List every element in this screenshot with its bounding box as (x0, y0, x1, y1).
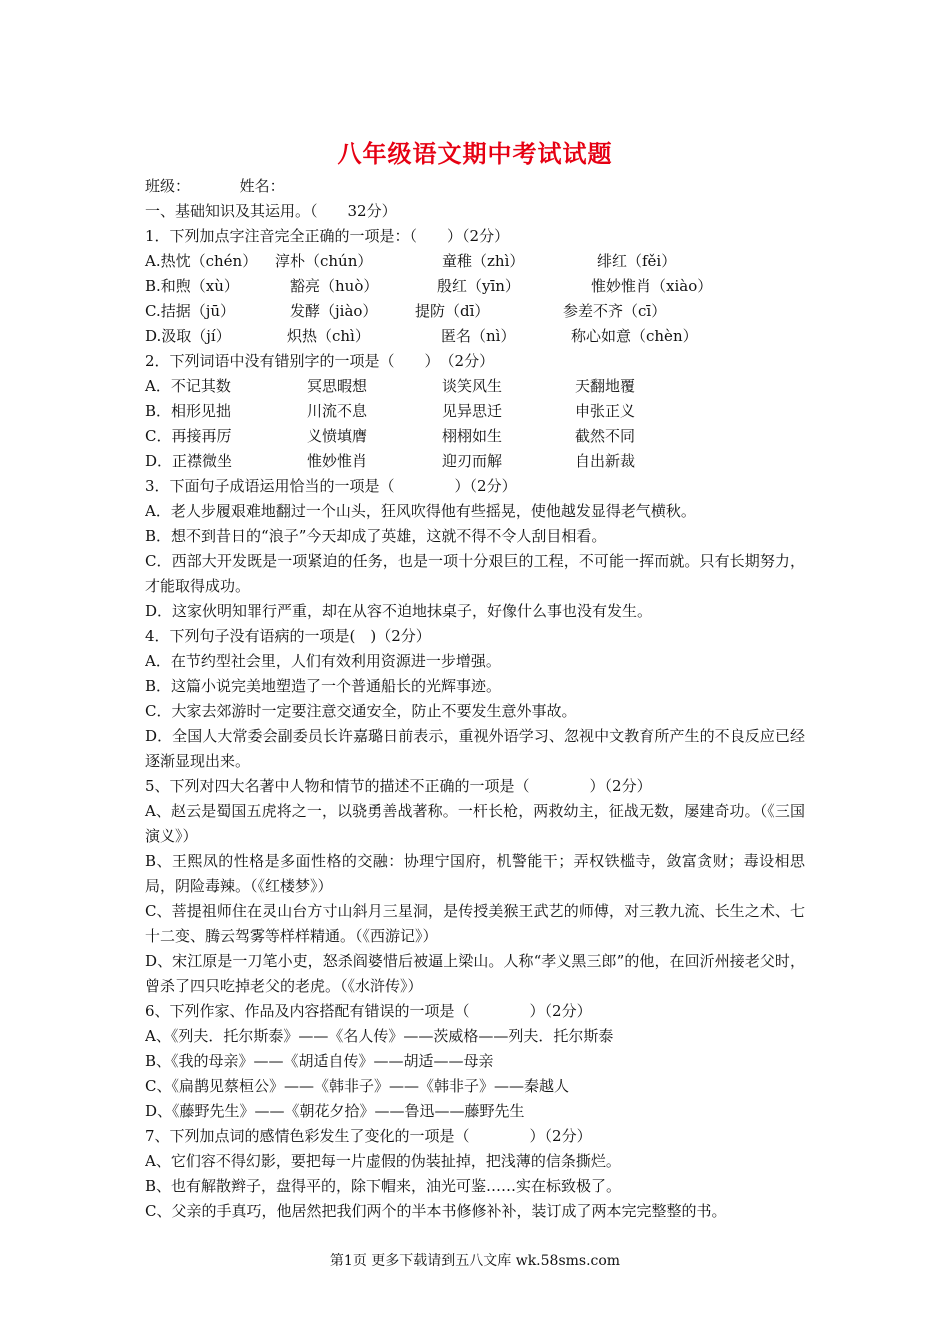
question-6-option-d: D、《藤野先生》——《朝花夕拾》——鲁迅——藤野先生 (145, 1102, 525, 1120)
option-cell: D.汲取（jí） (145, 327, 231, 345)
option-cell: 炽热（chì） (287, 327, 370, 345)
question-3-option-d: D．这家伙明知罪行严重，却在从容不迫地抹桌子，好像什么事也没有发生。 (145, 602, 653, 620)
option-cell: 迎刃而解 (442, 452, 503, 470)
option-cell: B.和煦（xù） (145, 277, 239, 295)
option-cell: A.热忱（chén） (145, 252, 258, 270)
option-cell: 川流不息 (307, 402, 368, 420)
question-2-row-a (145, 374, 805, 399)
question-2-row-b (145, 399, 805, 424)
question-4-stem: 4．下列句子没有语病的一项是( )（2分） (145, 627, 431, 645)
question-2-stem: 2．下列词语中没有错别字的一项是（ ） （2分） (145, 352, 495, 370)
question-6-option-a: A、《列夫．托尔斯泰》——《名人传》——茨威格——列夫．托尔斯泰 (145, 1027, 614, 1045)
question-5-option-d: D、宋江原是一刀笔小吏，怒杀阎婆惜后被逼上梁山。人称“孝义黑三郎”的他，在回沂州接老父时，曾杀了四只吃掉老父的老虎。（《水浒传》） (145, 952, 805, 995)
option-cell: 谈笑风生 (442, 377, 503, 395)
question-4-option-b: B．这篇小说完美地塑造了一个普通船长的光辉事迹。 (145, 677, 502, 695)
question-3-option-b: B．想不到昔日的“浪子”今天却成了英雄，这就不得不令人刮目相看。 (145, 527, 607, 545)
question-3-option-c: C．西部大开发既是一项紧迫的任务，也是一项十分艰巨的工程，不可能一挥而就。只有长期努力，才能取得成功。 (145, 552, 805, 595)
question-6-stem: 6、下列作家、作品及内容搭配有错误的一项是（ ）（2分） (145, 1002, 592, 1020)
option-cell: 见异思迁 (442, 402, 503, 420)
question-1-stem: 1．下列加点字注音完全正确的一项是：（ ）（2分） (145, 227, 510, 245)
option-cell: 豁亮（huò） (290, 277, 379, 295)
option-cell: 栩栩如生 (442, 427, 503, 445)
option-cell: 冥思暇想 (307, 377, 368, 395)
name-label: 姓名： (239, 177, 285, 195)
exam-content (145, 174, 805, 1224)
question-3-stem: 3．下面句子成语运用恰当的一项是（ ）（2分） (145, 477, 517, 495)
student-info-line (145, 174, 805, 199)
page-footer: 第1页 更多下载请到五八文库 wk.58sms.com (329, 1253, 621, 1269)
option-cell: 惟妙惟肖 (307, 452, 368, 470)
option-cell: 截然不同 (575, 427, 636, 445)
question-1-row-b (145, 274, 805, 299)
option-cell: B．相形见拙 (145, 402, 232, 420)
option-cell: 匿名（nì） (441, 327, 516, 345)
question-4-option-d: D．全国人大常委会副委员长许嘉璐日前表示，重视外语学习、忽视中文教育所产生的不良反应已经逐渐显现出来。 (145, 727, 805, 770)
exam-title: 八年级语文期中考试试题 (337, 139, 613, 168)
question-5-option-c: C、菩提祖师住在灵山台方寸山斜月三星洞，是传授美猴王武艺的师傅，对三教九流、长生之术、七十二变、腾云驾雾等样样精通。（《西游记》） (145, 902, 805, 945)
question-7-option-b: B、也有解散辫子，盘得平的，除下帽来，油光可鉴……实在标致极了。 (145, 1177, 622, 1195)
option-cell: C.拮据（jū） (145, 302, 236, 320)
option-cell: 殷红（yīn） (437, 277, 520, 295)
question-6-option-b: B、《我的母亲》——《胡适自传》——胡适——母亲 (145, 1052, 494, 1070)
question-1-row-c (145, 299, 805, 324)
question-1-row-a (145, 249, 805, 274)
question-7-option-c: C、父亲的手真巧，他居然把我们两个的半本书修修补补，装订成了两本完完整整的书。 (145, 1202, 727, 1220)
option-cell: D．正襟微坐 (145, 452, 233, 470)
option-cell: 义愤填膺 (307, 427, 368, 445)
option-cell: C．再接再厉 (145, 427, 232, 445)
option-cell: 惟妙惟肖（xiào） (591, 277, 713, 295)
section-heading: 一、基础知识及其运用。（ 32分） (145, 202, 397, 220)
option-cell: 参差不齐（cī） (563, 302, 667, 320)
question-5-option-b: B、王熙凤的性格是多面性格的交融：协理宁国府，机警能干；弄权铁槛寺，敛富贪财；毒设相思局，阴险毒辣。（《红楼梦》） (145, 852, 805, 895)
option-cell: A．不记其数 (145, 377, 231, 395)
option-cell: 发酵（jiào） (290, 302, 378, 320)
question-7-option-a: A、它们容不得幻影，要把每一片虚假的伪装扯掉，把浅薄的信条撕烂。 (145, 1152, 621, 1170)
question-1-row-d (145, 324, 805, 349)
question-2-row-c (145, 424, 805, 449)
question-4-option-c: C．大家去郊游时一定要注意交通安全，防止不要发生意外事故。 (145, 702, 577, 720)
option-cell: 提防（dī） (415, 302, 490, 320)
option-cell: 称心如意（chèn） (571, 327, 698, 345)
question-4-option-a: A．在节约型社会里，人们有效利用资源进一步增强。 (145, 652, 501, 670)
option-cell: 天翻地覆 (575, 377, 636, 395)
question-7-stem: 7、下列加点词的感情色彩发生了变化的一项是（ ）（2分） (145, 1127, 592, 1145)
question-2-row-d (145, 449, 805, 474)
question-5-option-a: A、赵云是蜀国五虎将之一，以骁勇善战著称。一杆长枪，两救幼主，征战无数，屡建奇功。（《三国演义》） (145, 802, 805, 845)
option-cell: 淳朴（chún） (275, 252, 373, 270)
option-cell: 自出新裁 (575, 452, 636, 470)
option-cell: 绯红（fěi） (597, 252, 677, 270)
option-cell: 童稚（zhì） (442, 252, 525, 270)
question-3-option-a: A．老人步履艰难地翻过一个山头，狂风吹得他有些摇晃，使他越发显得老气横秋。 (145, 502, 696, 520)
class-label: 班级： (145, 177, 191, 195)
question-6-option-c: C、《扁鹊见蔡桓公》——《韩非子》——《韩非子》——秦越人 (145, 1077, 569, 1095)
option-cell: 申张正义 (575, 402, 636, 420)
question-5-stem: 5、下列对四大名著中人物和情节的描述不正确的一项是（ ）（2分） (145, 777, 652, 795)
